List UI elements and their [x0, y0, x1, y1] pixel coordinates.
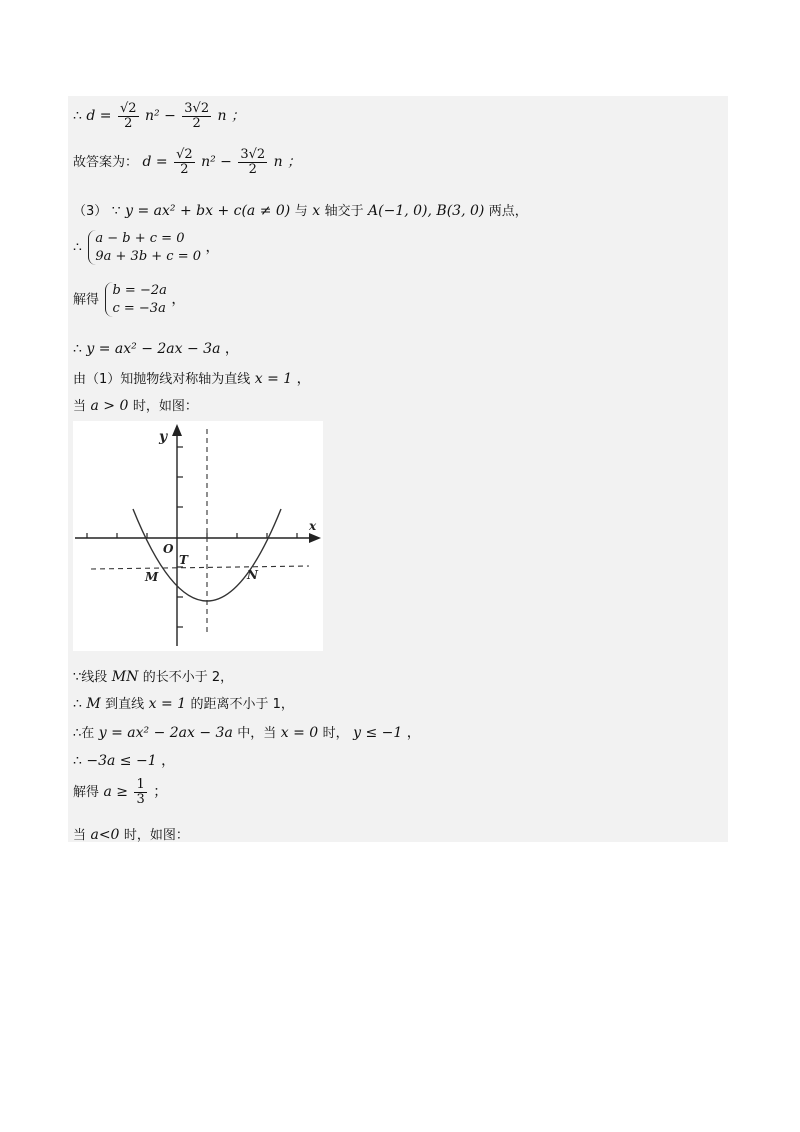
- fraction-denominator: 2: [248, 161, 257, 177]
- expr: x: [312, 203, 321, 219]
- y-label: y: [159, 429, 168, 445]
- equation-system: [88, 230, 201, 265]
- line-answer: [73, 148, 301, 176]
- line-case-negative: [73, 824, 189, 843]
- equation: 9a + 3b + c = 0: [95, 248, 202, 264]
- line-system1: [73, 230, 219, 265]
- line-case-positive: [73, 395, 198, 414]
- text: 与: [294, 204, 308, 219]
- text: 的距离不小于 1，: [190, 697, 294, 712]
- answer-prefix: 故答案为：: [73, 155, 139, 171]
- fraction-numerator: √2: [119, 101, 137, 116]
- text: 轴交于: [324, 204, 364, 219]
- punct: ，: [296, 371, 311, 387]
- punct: ，: [224, 341, 239, 357]
- fraction-numerator: 3√2: [240, 147, 266, 162]
- text: 两点，: [488, 204, 528, 219]
- expr: a ≥: [103, 784, 128, 801]
- solution-content: [68, 96, 728, 842]
- x-axis-arrow-icon: [309, 533, 321, 543]
- text: 时，: [322, 726, 349, 741]
- expr: a<0: [90, 827, 120, 843]
- line-m-distance: [73, 693, 294, 712]
- part-label: （3）: [73, 204, 108, 219]
- fraction-numerator: √2: [176, 147, 193, 162]
- expr-points: A(−1, 0), B(3, 0): [368, 203, 485, 219]
- expr-mid: n² −: [201, 154, 232, 171]
- line-axis: [73, 368, 311, 388]
- equation-system: [105, 282, 166, 317]
- expr: x = 1: [254, 371, 293, 387]
- expr-mid: n² −: [145, 108, 176, 125]
- fraction-denominator: 3: [136, 791, 145, 807]
- line-mn-length: [73, 666, 233, 685]
- line-part3: [73, 200, 528, 219]
- expr-tail: n ；: [217, 108, 246, 125]
- expr-lhs: d =: [86, 108, 112, 125]
- text: ∴在: [73, 726, 95, 741]
- therefore-symbol: ∴: [73, 108, 82, 125]
- text: 时，如图：: [132, 399, 198, 414]
- point-n-label: N: [247, 568, 258, 582]
- expr-tail: n ；: [273, 154, 302, 171]
- punct: ，: [205, 239, 220, 256]
- text: 当: [73, 399, 87, 414]
- line-inequality: [73, 750, 175, 770]
- expr: y = ax² + bx + c(a ≠ 0): [125, 203, 291, 219]
- fraction: [118, 102, 139, 130]
- because-symbol: ∵: [111, 203, 121, 219]
- equation: b = −2a: [112, 283, 167, 298]
- fraction-numerator: 1: [136, 777, 145, 792]
- punct: ，: [161, 753, 176, 769]
- line-solution-a: [73, 778, 167, 806]
- x-ticks: [87, 533, 297, 538]
- origin-label: O: [163, 542, 174, 556]
- text: 解得: [73, 292, 100, 308]
- therefore-symbol: ∴: [73, 696, 82, 712]
- expr-lhs: d =: [142, 154, 168, 171]
- fraction: [174, 148, 195, 176]
- line-d-formula: [73, 102, 245, 130]
- fraction-denominator: 2: [124, 115, 133, 131]
- expr: MN: [111, 669, 139, 685]
- text: 的长不小于 2，: [142, 670, 234, 685]
- text: 解得: [73, 785, 100, 801]
- therefore-symbol: ∴: [73, 239, 82, 256]
- fraction-denominator: 2: [180, 161, 189, 177]
- text: 由（1）知抛物线对称轴为直线: [73, 372, 251, 387]
- line-system2: [73, 282, 185, 317]
- expr: x = 0: [280, 725, 319, 741]
- punct: ，: [171, 291, 186, 308]
- punct: ，: [406, 725, 421, 741]
- fraction: [238, 148, 267, 176]
- text: 当: [73, 828, 87, 843]
- text: 中，当: [237, 726, 277, 741]
- fraction: [134, 778, 146, 806]
- expr: a > 0: [90, 398, 129, 414]
- fraction-numerator: 3√2: [184, 101, 210, 116]
- expr: x = 1: [148, 696, 187, 712]
- therefore-symbol: ∴: [73, 753, 82, 769]
- therefore-symbol: ∴: [73, 341, 82, 357]
- y-ticks: [177, 447, 183, 627]
- line-parabola: [73, 338, 239, 358]
- expr: y ≤ −1: [353, 725, 403, 741]
- expr: M: [86, 696, 101, 712]
- punct: ；: [153, 784, 168, 801]
- graph-svg: [73, 421, 323, 651]
- expr: y = ax² − 2ax − 3a: [98, 725, 233, 741]
- y-axis-arrow-icon: [172, 424, 182, 436]
- expr: −3a ≤ −1: [86, 753, 157, 769]
- text: 时，如图：: [123, 828, 189, 843]
- point-t-label: T: [179, 553, 188, 567]
- expr: y = ax² − 2ax − 3a: [86, 341, 221, 357]
- equation: c = −3a: [112, 300, 166, 316]
- fraction-denominator: 2: [192, 115, 201, 131]
- equation: a − b + c = 0: [95, 231, 185, 246]
- mn-line: [91, 566, 309, 569]
- point-m-label: M: [145, 570, 159, 584]
- parabola-graph: [73, 421, 323, 651]
- text: ∵线段: [73, 670, 108, 685]
- fraction: [182, 102, 211, 130]
- line-y-condition: [73, 722, 421, 742]
- text: 到直线: [105, 697, 145, 712]
- x-label: x: [309, 519, 317, 533]
